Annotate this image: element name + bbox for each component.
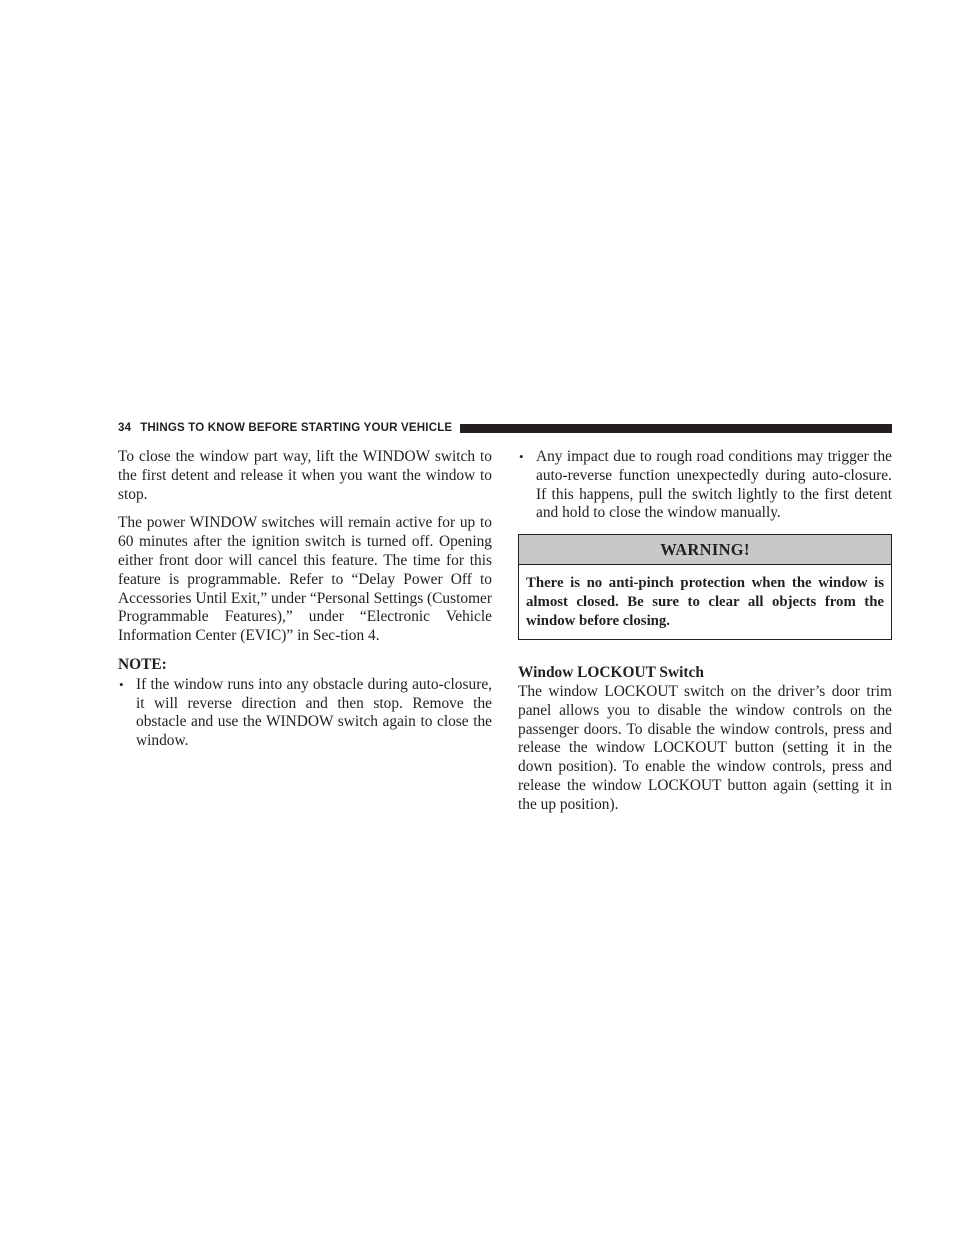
left-column [118, 448, 492, 751]
list-item-text: Any impact due to rough road conditions may trigger the auto-reverse function unexpectedly during auto-closure. If this happens, pull the switch lightly to the first detent and hold to close the window manually. [536, 448, 892, 522]
list-item [518, 448, 892, 523]
note-list-continued [518, 448, 892, 523]
warning-title: WARNING! [519, 535, 891, 565]
paragraph-partial-close: To close the window part way, lift the WINDOW switch to the first detent and release it when you want the window to stop. [118, 448, 492, 503]
list-item [118, 676, 492, 751]
page-header [118, 420, 892, 436]
warning-body: There is no anti-pinch protection when the window is almost closed. Be sure to clear all objects from the window before closing. [526, 575, 884, 630]
bullet-icon: • [519, 449, 524, 464]
section-title: THINGS TO KNOW BEFORE STARTING YOUR VEHICLE [140, 422, 453, 434]
right-column [518, 448, 892, 815]
list-item-text: If the window runs into any obstacle during auto-closure, it will reverse direction and then stop. Remove the obstacle and use the WINDOW switch again to close the window. [136, 675, 492, 750]
warning-box [518, 534, 892, 640]
header-rule [460, 424, 892, 433]
note-list [118, 676, 492, 751]
paragraph-power-window-timeout: The power WINDOW switches will remain active for up to 60 minutes after the ignition switch is turned off. Opening either front door will cancel this feature. The time for this feature is programmable. Refer to “Delay Power Off to Accessories Until Exit,” under “Personal Settings (Customer Programmable Features),” under “Electronic Vehicle Information Center (EVIC)” in Sec-tion 4. [118, 514, 493, 645]
lockout-paragraph: The window LOCKOUT switch on the driver’s door trim panel allows you to disable the window controls on the passenger doors. To disable the window controls, press and release the window LOCKOUT button (setting it in the down position). To enable the window controls, press and release the window LOCKOUT button again (setting it in the up position). [518, 682, 892, 813]
note-label: NOTE: [118, 655, 167, 673]
lockout-heading: Window LOCKOUT Switch [518, 664, 704, 682]
page-number: 34 [118, 422, 132, 434]
bullet-icon: • [119, 676, 124, 692]
